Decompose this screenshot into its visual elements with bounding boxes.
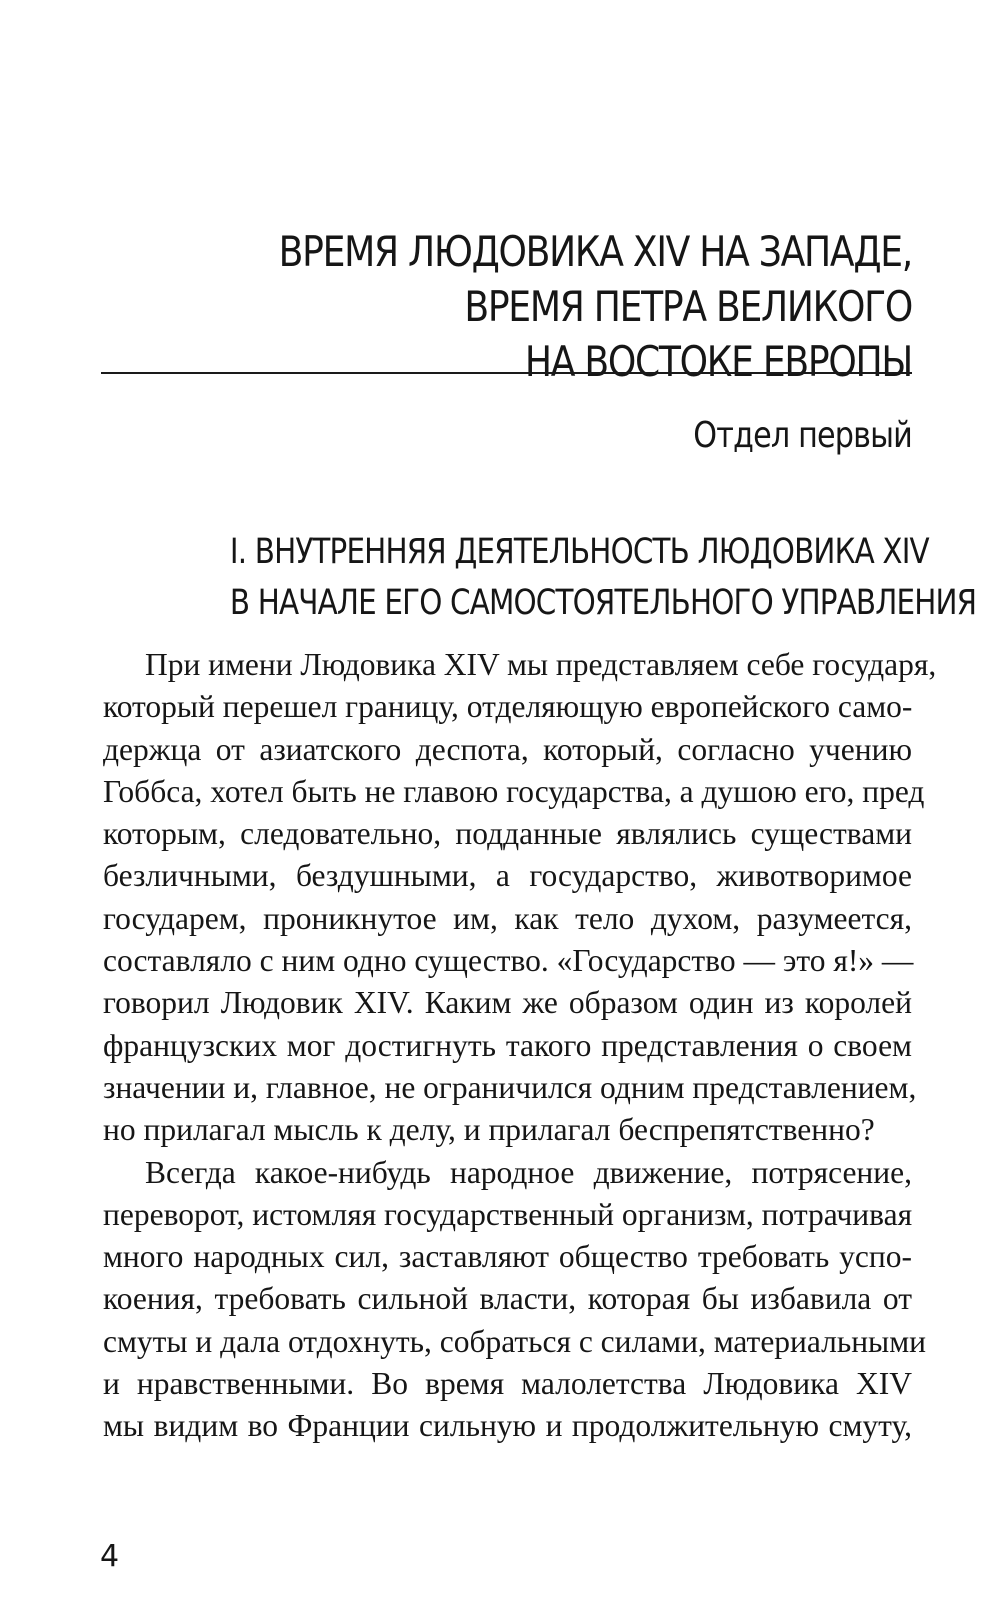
text-line: государем, проникнутое им, как тело духом, разумеется, [103, 900, 912, 936]
chapter-heading [229, 527, 977, 629]
text-line: Всегда какое-нибудь народное движение, потрясение, [145, 1154, 912, 1190]
paragraph [103, 644, 937, 1152]
body-text [103, 644, 937, 1448]
book-title-line: ВРЕМЯ ПЕТРА ВЕЛИКОГО [464, 282, 912, 331]
text-line: переворот, истомляя государственный организм, потрачивая [103, 1196, 913, 1232]
text-line: французских мог достигнуть такого представления о своем [103, 1027, 912, 1063]
chapter-heading-line: В НАЧАЛЕ ЕГО САМОСТОЯТЕЛЬНОГО УПРАВЛЕНИЯ [229, 583, 977, 623]
text-line: При имени Людовика XIV мы представляем себе государя, [145, 647, 937, 682]
title-divider [101, 372, 912, 374]
text-line: держца от азиатского деспота, который, согласно учению [103, 731, 912, 767]
text-line: которым, следовательно, подданные являлись существами [103, 816, 912, 852]
section-label: Отдел первый [693, 415, 912, 456]
paragraph [103, 1152, 926, 1448]
book-title [214, 224, 912, 389]
chapter-heading-line: I. ВНУТРЕННЯЯ ДЕЯТЕЛЬНОСТЬ ЛЮДОВИКА XIV [229, 532, 929, 572]
text-line: мы видим во Франции сильную и продолжительную смуту, [103, 1408, 912, 1444]
page-number: 4 [100, 1539, 120, 1574]
book-title-line: ВРЕМЯ ЛЮДОВИКА XIV НА ЗАПАДЕ, [278, 227, 913, 276]
book-title-line: НА ВОСТОКЕ ЕВРОПЫ [524, 337, 912, 386]
text-line: коения, требовать сильной власти, которая бы избавила от [103, 1281, 912, 1317]
text-line: много народных сил, заставляют общество требовать успо- [103, 1239, 912, 1275]
text-line: смуты и дала отдохнуть, собраться с силами, материальными [103, 1323, 926, 1359]
text-line: значении и, главное, не ограничился одним представлением, [103, 1069, 917, 1105]
text-line: который перешел границу, отделяющую европейского само- [103, 689, 913, 725]
text-line: Гоббса, хотел быть не главою государства, а душою его, пред [103, 773, 925, 809]
text-line: безличными, бездушными, а государство, животворимое [103, 858, 912, 894]
text-line: говорил Людовик XIV. Каким же образом один из королей [103, 985, 912, 1021]
text-line: и нравственными. Во время малолетства Людовика XIV [103, 1366, 912, 1402]
text-line: составляло с ним одно существо. «Государство — это я!» — [103, 943, 914, 979]
text-line: но прилагал мысль к делу, и прилагал беспрепятственно? [103, 1112, 875, 1148]
